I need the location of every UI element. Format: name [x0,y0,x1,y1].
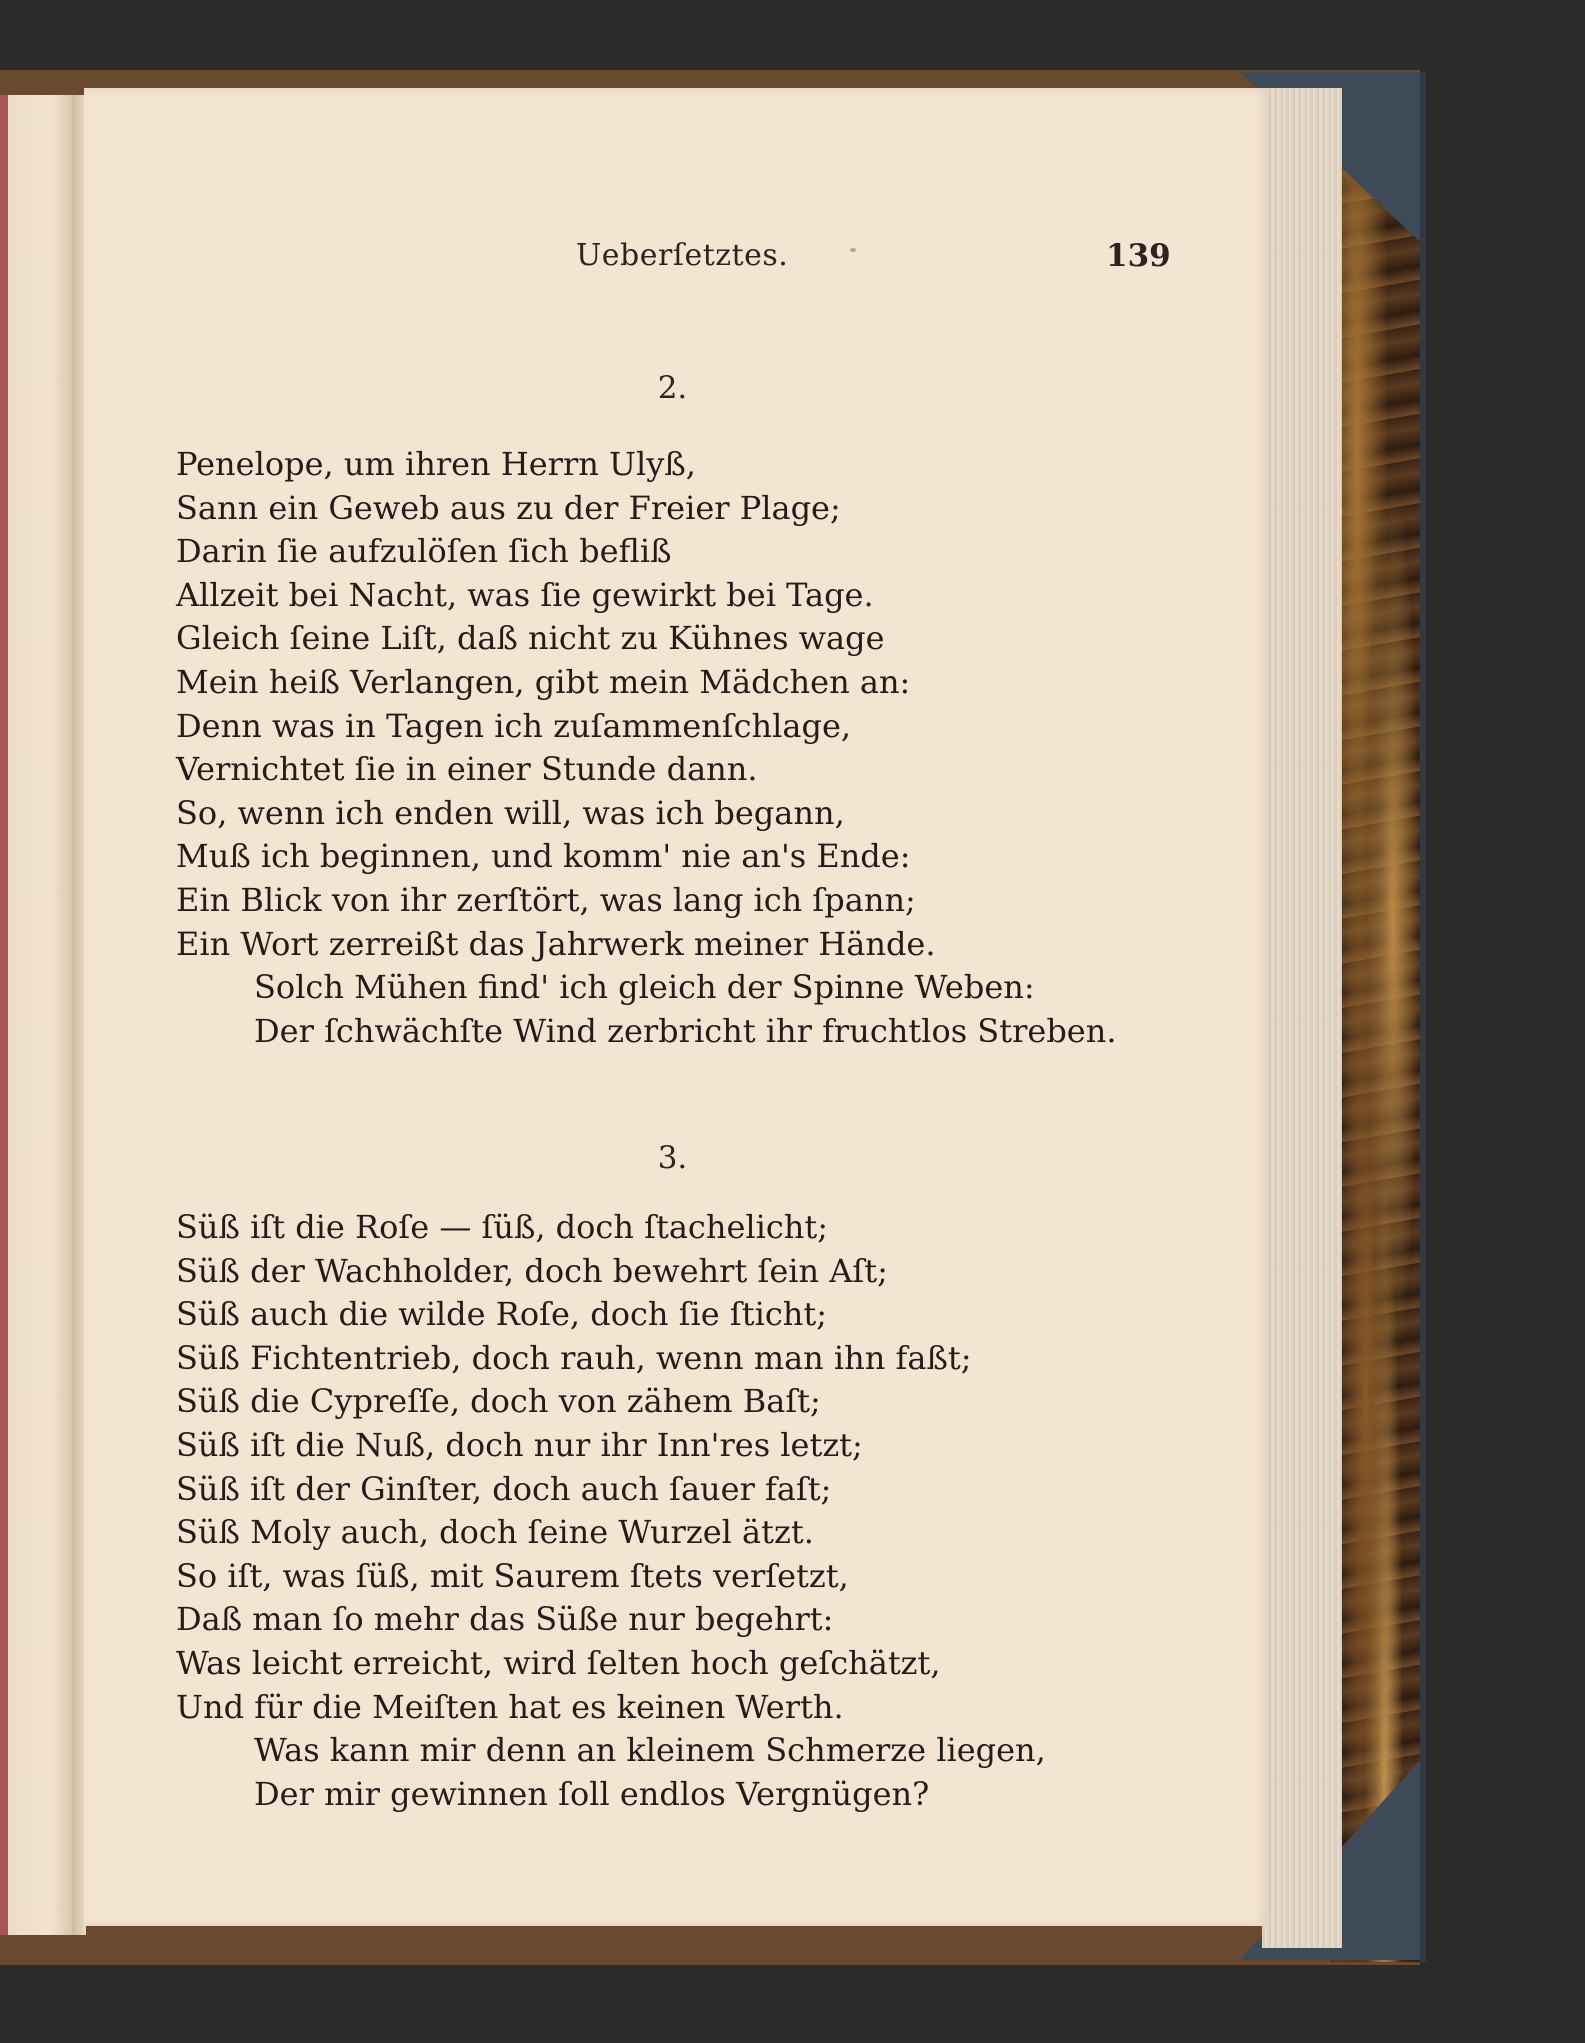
poem-line: Süß auch die wilde Roſe, doch ſie ſticht; [176,1295,827,1334]
running-title: Ueberſetztes. [576,238,789,273]
poem-line: Süß die Cypreſſe, doch von zähem Baſt; [176,1382,821,1421]
page-number: 139 [1106,238,1171,274]
poem-line: Und für die Meiſten hat es keinen Werth. [176,1687,844,1726]
paper-speck [850,248,856,252]
poem-line: Daß man ſo mehr das Süße nur begehrt: [176,1600,834,1639]
poem-section-3 [176,1206,1046,1816]
book-page [84,88,1269,1926]
poem-line: Was kann mir denn an kleinem Schmerze liegen, [254,1731,1046,1770]
running-head [84,238,1269,278]
poem-line: Ein Blick von ihr zerſtört, was lang ich ſpann; [176,880,916,919]
poem-line: Der ſchwächſte Wind zerbricht ihr fruchtlos Streben. [254,1011,1117,1050]
left-page-edge-band [0,95,8,1935]
marbled-cover-edge [1330,72,1426,1962]
poem-line: Süß iſt der Ginſter, doch auch ſauer faſt; [176,1469,832,1508]
poem-line: Mein heiß Verlangen, gibt mein Mädchen an: [176,662,911,701]
poem-line: Muß ich beginnen, und komm' nie an's Ende: [176,837,911,876]
poem-line: Darin ſie aufzulöſen ſich befliß [176,532,672,571]
poem-line: Allzeit bei Nacht, was ſie gewirkt bei Tage. [176,575,874,614]
poem-line: Sann ein Geweb aus zu der Freier Plage; [176,488,841,527]
poem-line: Was leicht erreicht, wird ſelten hoch geſchätzt, [176,1643,941,1682]
poem-line: So, wenn ich enden will, was ich begann, [176,793,845,832]
section-number: 3. [657,1140,688,1176]
poem-line: So iſt, was ſüß, mit Saurem ſtets verſetzt, [176,1556,849,1595]
left-page [0,95,75,1935]
poem-line: Ein Wort zerreißt das Jahrwerk meiner Hände. [176,924,936,963]
poem-line: Penelope, um ihren Herrn Ulyß, [176,445,696,483]
poem-line: Süß Moly auch, doch ſeine Wurzel ätzt. [176,1513,814,1552]
poem-line: Solch Mühen find' ich gleich der Spinne Weben: [254,968,1035,1007]
poem-section-2 [176,443,1117,1053]
poem-line: Süß Fichtentrieb, doch rauh, wenn man ihn faßt; [176,1338,972,1377]
poem-line: Süß iſt die Roſe — ſüß, doch ſtachelicht; [176,1208,829,1246]
poem-line: Denn was in Tagen ich zuſammenſchlage, [176,706,852,745]
poem-line: Gleich ſeine Liſt, daß nicht zu Kühnes wage [176,619,885,658]
poem-line: Vernichtet ſie in einer Stunde dann. [176,750,758,789]
poem-line: Süß iſt die Nuß, doch nur ihr Inn'res letzt; [176,1425,863,1464]
section-number: 2. [657,370,688,406]
poem-line: Der mir gewinnen ſoll endlos Vergnügen? [254,1774,930,1813]
poem-line: Süß der Wachholder, doch bewehrt ſein Aſt; [176,1251,888,1290]
page-block-edges [1262,88,1342,1948]
